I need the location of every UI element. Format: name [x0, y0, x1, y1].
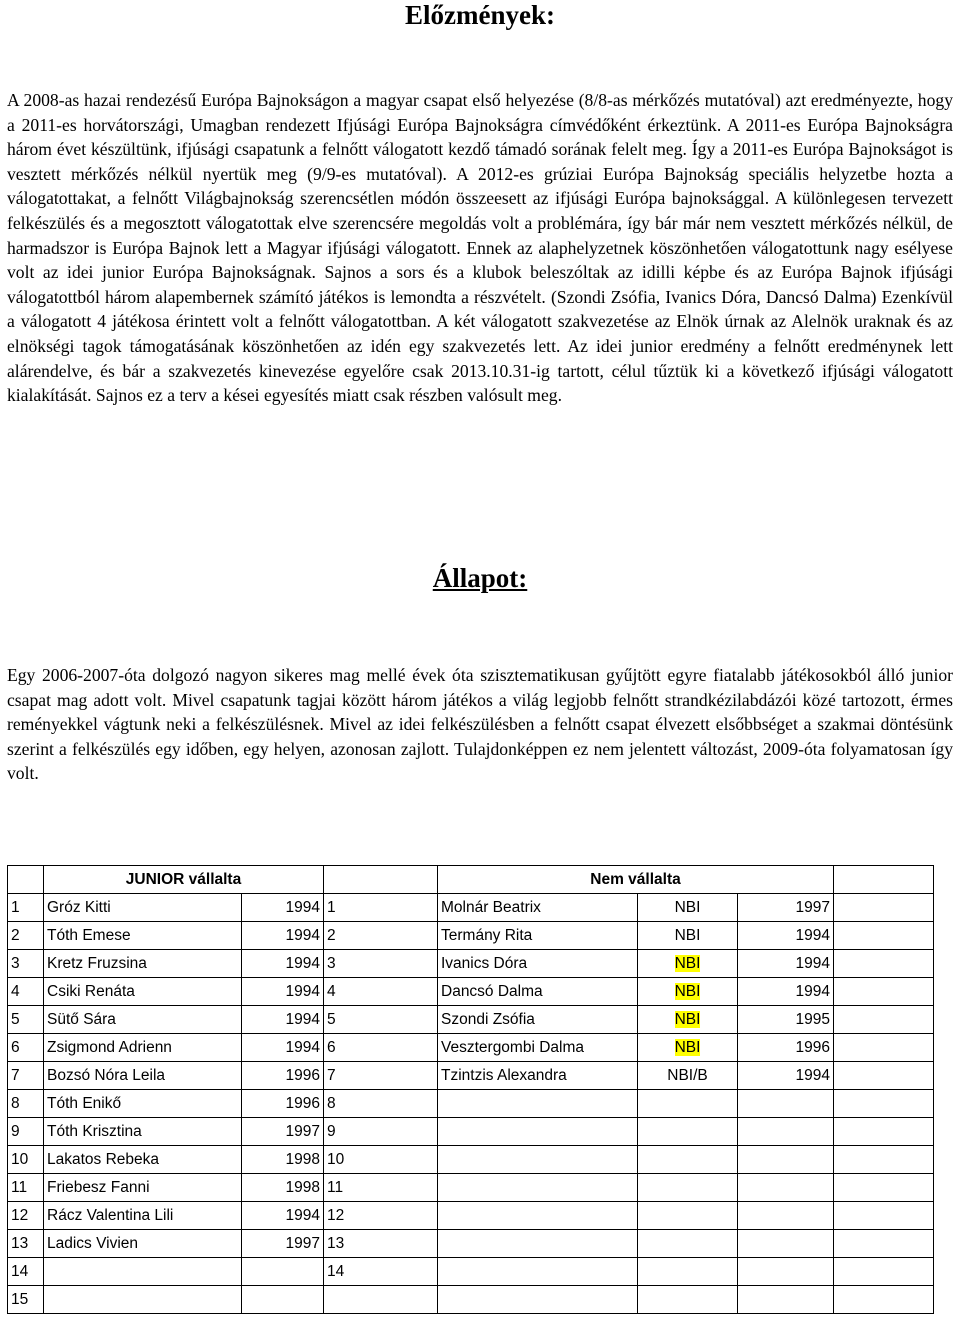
right-player-name	[438, 1090, 638, 1118]
right-row-number: 13	[324, 1230, 438, 1258]
left-row-number: 15	[8, 1286, 44, 1314]
empty-cell	[834, 1202, 934, 1230]
right-club	[638, 1146, 738, 1174]
right-club	[638, 1174, 738, 1202]
right-club	[638, 1090, 738, 1118]
right-birth-year	[738, 1174, 834, 1202]
right-club	[638, 1118, 738, 1146]
right-row-number: 2	[324, 922, 438, 950]
table-row	[8, 922, 934, 950]
left-birth-year: 1994	[242, 894, 324, 922]
left-player-name: Gróz Kitti	[44, 894, 242, 922]
right-birth-year: 1995	[738, 1006, 834, 1034]
empty-cell	[834, 1034, 934, 1062]
highlighted-club: NBI	[674, 954, 701, 972]
table-row	[8, 1286, 934, 1314]
left-birth-year: 1998	[242, 1146, 324, 1174]
left-birth-year: 1994	[242, 1034, 324, 1062]
right-row-number: 12	[324, 1202, 438, 1230]
table-row	[8, 1174, 934, 1202]
left-birth-year	[242, 1286, 324, 1314]
table-row	[8, 1118, 934, 1146]
status-title: Állapot:	[432, 563, 528, 593]
left-column-header: JUNIOR vállalta	[44, 866, 324, 894]
left-player-name: Ladics Vivien	[44, 1230, 242, 1258]
right-birth-year	[738, 1286, 834, 1314]
right-club	[638, 1202, 738, 1230]
left-row-number: 13	[8, 1230, 44, 1258]
left-player-name: Zsigmond Adrienn	[44, 1034, 242, 1062]
left-player-name: Tóth Krisztina	[44, 1118, 242, 1146]
right-birth-year: 1997	[738, 894, 834, 922]
left-birth-year: 1994	[242, 950, 324, 978]
left-row-number: 5	[8, 1006, 44, 1034]
left-row-number: 1	[8, 894, 44, 922]
left-birth-year: 1996	[242, 1090, 324, 1118]
left-birth-year: 1994	[242, 978, 324, 1006]
left-row-number: 11	[8, 1174, 44, 1202]
right-row-number: 6	[324, 1034, 438, 1062]
empty-cell	[834, 950, 934, 978]
right-birth-year	[738, 1118, 834, 1146]
right-birth-year: 1994	[738, 922, 834, 950]
table-row	[8, 1230, 934, 1258]
status-paragraph: Egy 2006-2007-óta dolgozó nagyon sikeres mag mellé évek óta szisztematikusan gyűjtött egyre fiatalabb játékosokból álló junior csapat mag adott volt. Mivel csapatunk tagjai között három játékos a világ legjobb felnőtt strandkézilabdázói közé tartozott, érmes reményekkel vágtunk neki a felkészülésnek. Mivel az idei felkészülésben a felnőtt csapat élvezett elsőbbséget a szakmai döntésünk szerint a felkészülés egy időben, egy helyen, azonosan zajlott. Tulajdonképpen ez nem jelentett változást, 2009-óta folyamatosan így volt.	[7, 665, 953, 784]
left-player-name	[44, 1286, 242, 1314]
left-row-number: 12	[8, 1202, 44, 1230]
right-player-name	[438, 1230, 638, 1258]
left-row-number: 7	[8, 1062, 44, 1090]
right-player-name: Dancsó Dalma	[438, 978, 638, 1006]
right-club: NBI	[638, 922, 738, 950]
left-row-number: 10	[8, 1146, 44, 1174]
right-birth-year	[738, 1230, 834, 1258]
left-player-name: Csiki Renáta	[44, 978, 242, 1006]
right-birth-year: 1994	[738, 1062, 834, 1090]
left-birth-year: 1994	[242, 1006, 324, 1034]
history-title: Előzmények:	[405, 0, 555, 30]
right-birth-year	[738, 1090, 834, 1118]
right-row-number: 7	[324, 1062, 438, 1090]
empty-cell	[834, 894, 934, 922]
right-player-name	[438, 1202, 638, 1230]
right-club	[638, 1034, 738, 1062]
table-row	[8, 1006, 934, 1034]
highlighted-club: NBI	[674, 1038, 701, 1056]
right-player-name	[438, 1258, 638, 1286]
right-birth-year	[738, 1146, 834, 1174]
right-player-name: Vesztergombi Dalma	[438, 1034, 638, 1062]
right-birth-year: 1996	[738, 1034, 834, 1062]
table-row	[8, 1258, 934, 1286]
right-club	[638, 950, 738, 978]
empty-cell	[834, 1286, 934, 1314]
left-player-name: Bozsó Nóra Leila	[44, 1062, 242, 1090]
left-player-name: Sütő Sára	[44, 1006, 242, 1034]
left-birth-year	[242, 1258, 324, 1286]
table-row	[8, 950, 934, 978]
right-player-name: Termány Rita	[438, 922, 638, 950]
empty-cell	[834, 1006, 934, 1034]
left-row-number: 3	[8, 950, 44, 978]
left-birth-year: 1994	[242, 922, 324, 950]
right-club	[638, 1258, 738, 1286]
table-row	[8, 894, 934, 922]
left-player-name	[44, 1258, 242, 1286]
left-player-name: Kretz Fruzsina	[44, 950, 242, 978]
right-player-name: Tzintzis Alexandra	[438, 1062, 638, 1090]
right-column-header: Nem vállalta	[438, 866, 834, 894]
table-row	[8, 1202, 934, 1230]
empty-cell	[834, 1062, 934, 1090]
right-player-name	[438, 1146, 638, 1174]
empty-cell	[834, 1118, 934, 1146]
left-player-name: Tóth Emese	[44, 922, 242, 950]
left-row-number: 4	[8, 978, 44, 1006]
left-player-name: Lakatos Rebeka	[44, 1146, 242, 1174]
right-player-name	[438, 1174, 638, 1202]
right-row-number: 9	[324, 1118, 438, 1146]
left-birth-year: 1997	[242, 1230, 324, 1258]
left-birth-year: 1998	[242, 1174, 324, 1202]
right-row-number: 8	[324, 1090, 438, 1118]
empty-cell	[834, 1230, 934, 1258]
left-player-name: Rácz Valentina Lili	[44, 1202, 242, 1230]
empty-cell	[834, 1174, 934, 1202]
right-club	[638, 1230, 738, 1258]
right-row-number	[324, 1286, 438, 1314]
right-club: NBI/B	[638, 1062, 738, 1090]
right-club: NBI	[638, 894, 738, 922]
left-row-number: 9	[8, 1118, 44, 1146]
left-birth-year: 1997	[242, 1118, 324, 1146]
table-row	[8, 1146, 934, 1174]
right-row-number: 10	[324, 1146, 438, 1174]
right-club	[638, 1006, 738, 1034]
right-row-number: 4	[324, 978, 438, 1006]
right-row-number: 3	[324, 950, 438, 978]
right-club	[638, 1286, 738, 1314]
left-row-number: 8	[8, 1090, 44, 1118]
right-club	[638, 978, 738, 1006]
right-player-name	[438, 1286, 638, 1314]
right-row-number: 14	[324, 1258, 438, 1286]
empty-cell	[834, 1258, 934, 1286]
left-row-number: 6	[8, 1034, 44, 1062]
right-row-number: 1	[324, 894, 438, 922]
empty-cell	[834, 1146, 934, 1174]
left-birth-year: 1996	[242, 1062, 324, 1090]
right-birth-year	[738, 1202, 834, 1230]
table-row	[8, 1090, 934, 1118]
right-birth-year: 1994	[738, 950, 834, 978]
left-row-number: 14	[8, 1258, 44, 1286]
roster-table	[7, 865, 934, 1314]
right-birth-year	[738, 1258, 834, 1286]
left-birth-year: 1994	[242, 1202, 324, 1230]
right-player-name: Molnár Beatrix	[438, 894, 638, 922]
right-birth-year: 1994	[738, 978, 834, 1006]
left-player-name: Friebesz Fanni	[44, 1174, 242, 1202]
empty-cell	[834, 978, 934, 1006]
left-row-number: 2	[8, 922, 44, 950]
table-header-row	[8, 866, 934, 894]
right-player-name: Ivanics Dóra	[438, 950, 638, 978]
right-player-name	[438, 1118, 638, 1146]
table-row	[8, 1034, 934, 1062]
table-row	[8, 1062, 934, 1090]
left-player-name: Tóth Enikő	[44, 1090, 242, 1118]
highlighted-club: NBI	[674, 982, 701, 1000]
highlighted-club: NBI	[674, 1010, 701, 1028]
right-row-number: 5	[324, 1006, 438, 1034]
empty-cell	[834, 922, 934, 950]
right-row-number: 11	[324, 1174, 438, 1202]
right-player-name: Szondi Zsófia	[438, 1006, 638, 1034]
history-paragraph: A 2008-as hazai rendezésű Európa Bajnokságon a magyar csapat első helyezése (8/8-as mérkőzés mutatóval) azt eredményezte, hogy a 2011-es horvátországi, Umagban rendezett Ifjúsági Európa Bajnokságra címvédőként érkeztünk. A 2011-es Európa Bajnokságra három évet készültünk, ifjúsági csapatunk a felnőtt válogatott kezdő támadó sorának felelt meg. Így a 2011-es Európa Bajnokságot is vesztett mérkőzés nélkül nyertük meg (9/9-es mutatóval). A 2012-es grúziai Európa Bajnokság speciális helyzetbe hozta a válogatottakat, a felnőtt Világbajnokság szerencsétlen módón összeesett az ifjúsági Európa bajnoksággal. A különlegesen tervezett felkészülés és a megosztott válogatottak elve szerencsére megoldás volt a problémára, így bár már nem vesztett mérkőzés nélkül, de harmadszor is Európa Bajnok lett a Magyar ifjúsági válogatott. Ennek az alaphelyzetnek köszönhetően válogatottunk nagy esélyese volt az idei junior Európa Bajnokságnak. Sajnos a sors és a klubok beleszóltak az idilli képbe és az Európa Bajnok ifjúsági válogatottból három alapembernek számító játékos is lemondta a részvételt. (Szondi Zsófia, Ivanics Dóra, Dancsó Dalma) Ezenkívül a válogatott 4 játékosa érintett volt a felnőtt válogatottban. A két válogatott szakvezetése az Elnök úrnak az Alelnök uraknak és az elnökségi tagok támogatásának köszönhetően az idén egy szakvezetés lett. Az idei junior eredmény a felnőtt eredménynek lett alárendelve, és bár a szakvezetés kinevezése egyelőre csak 2013.10.31-ig tartott, célul tűztük ki a következő ifjúsági válogatott kialakítását. Sajnos ez a terv a kései egyesítés miatt csak részben valósult meg.	[7, 90, 953, 406]
empty-cell	[834, 1090, 934, 1118]
table-row	[8, 978, 934, 1006]
